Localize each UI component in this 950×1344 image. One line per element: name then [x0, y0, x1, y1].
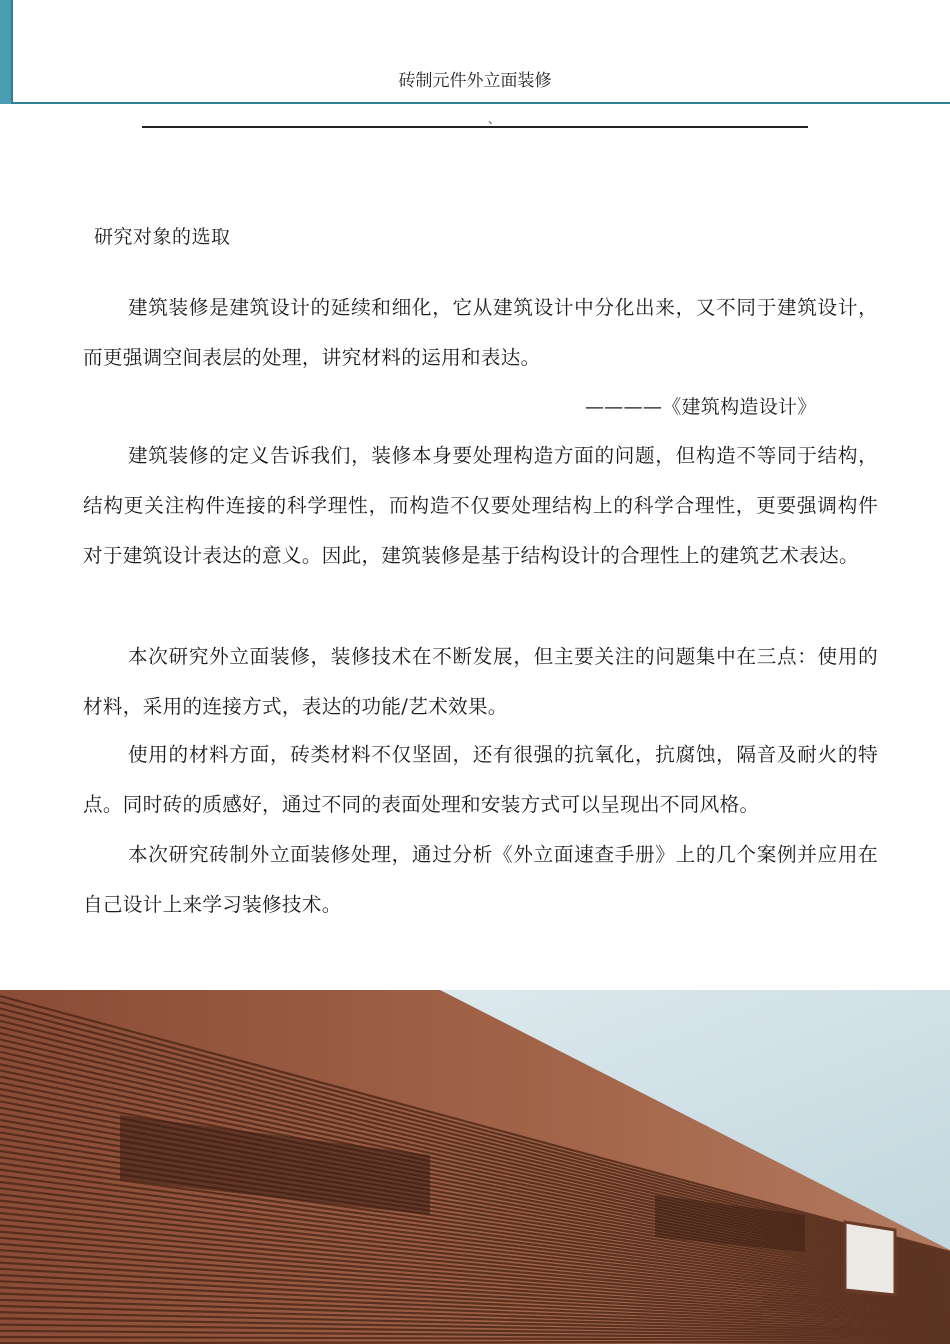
- paragraph-1: 建筑装修是建筑设计的延续和细化，它从建筑设计中分化出来，又不同于建筑设计，而更强调空间表层的处理，讲究材料的运用和表达。: [83, 296, 878, 369]
- header-underline: [13, 102, 950, 104]
- page-header-title: 砖制元件外立面装修: [398, 71, 552, 91]
- brick-facade-photo: [0, 990, 950, 1344]
- section-heading: 研究对象的选取: [94, 226, 231, 248]
- citation: ————《建筑构造设计》: [585, 396, 817, 418]
- brick-facade-illustration: [0, 990, 950, 1344]
- paragraph-3: 本次研究外立面装修，装修技术在不断发展，但主要关注的问题集中在三点：使用的材料，采用的连接方式，表达的功能/艺术效果。: [83, 645, 878, 718]
- header-mark: 、: [488, 112, 501, 126]
- paragraph-5: 本次研究砖制外立面装修处理，通过分析《外立面速查手册》上的几个案例并应用在自己设计上来学习装修技术。: [83, 843, 878, 916]
- paragraph-2: 建筑装修的定义告诉我们，装修本身要处理构造方面的问题，但构造不等同于结构，结构更关注构件连接的科学理性，而构造不仅要处理结构上的科学合理性，更要强调构件对于建筑设计表达的意义。因此，建筑装修是基于结构设计的合理性上的建筑艺术表达。: [83, 444, 878, 567]
- title-rule: [142, 126, 808, 128]
- paragraph-4: 使用的材料方面，砖类材料不仅坚固，还有很强的抗氧化，抗腐蚀，隔音及耐火的特点。同时砖的质感好，通过不同的表面处理和安装方式可以呈现出不同风格。: [83, 743, 878, 816]
